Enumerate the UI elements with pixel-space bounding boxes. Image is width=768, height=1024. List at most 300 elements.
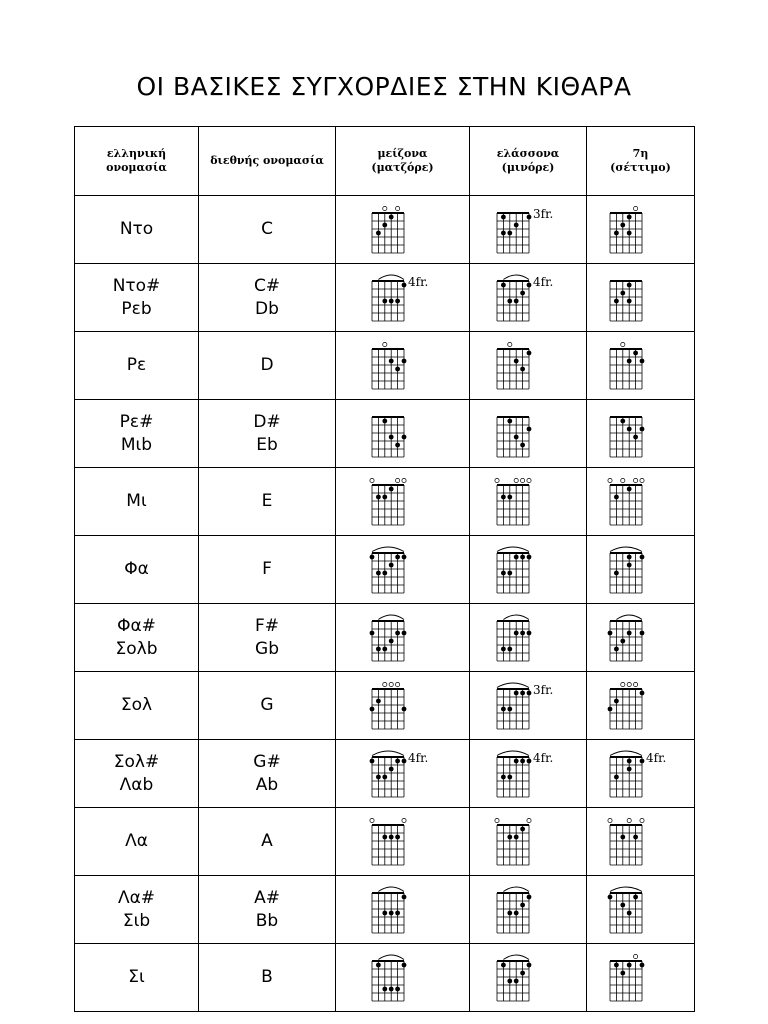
- finger-dot: [382, 910, 387, 915]
- chord-diagram: [368, 815, 438, 869]
- finger-dot: [639, 690, 644, 695]
- open-string-marker: [521, 478, 525, 482]
- finger-dot: [395, 630, 400, 635]
- table-row: [75, 332, 695, 400]
- finger-dot: [614, 298, 619, 303]
- finger-dot: [507, 418, 512, 423]
- header-intl-name: διεθνής ονομασία: [199, 127, 336, 196]
- finger-dot: [520, 442, 525, 447]
- finger-dot: [376, 962, 381, 967]
- greek-name: Ρεb: [121, 298, 152, 319]
- intl-name: Gb: [255, 638, 279, 659]
- finger-dot: [520, 970, 525, 975]
- finger-dot: [369, 758, 374, 763]
- finger-dot: [369, 554, 374, 559]
- finger-dot: [514, 298, 519, 303]
- finger-dot: [501, 706, 506, 711]
- finger-dot: [388, 910, 393, 915]
- open-string-marker: [395, 682, 399, 686]
- finger-dot: [514, 554, 519, 559]
- greek-name-cell: [75, 400, 199, 468]
- finger-dot: [388, 434, 393, 439]
- intl-name: Eb: [256, 434, 278, 455]
- fret-position-label: 3fr.: [533, 206, 554, 221]
- minor-chord-cell: [470, 740, 587, 808]
- finger-dot: [369, 630, 374, 635]
- open-string-marker: [633, 682, 637, 686]
- chord-diagram: [368, 951, 438, 1005]
- finger-dot: [501, 570, 506, 575]
- chord-diagram: [493, 475, 563, 529]
- minor-chord-cell: [470, 400, 587, 468]
- finger-dot: [507, 298, 512, 303]
- finger-dot: [376, 698, 381, 703]
- chord-diagram: [368, 883, 438, 937]
- finger-dot: [514, 630, 519, 635]
- finger-dot: [501, 282, 506, 287]
- chord-diagram: [368, 543, 438, 597]
- chord-diagram: [606, 203, 676, 257]
- seventh-chord-cell: [587, 740, 695, 808]
- barre-arc: [610, 547, 642, 552]
- minor-chord-cell: [470, 332, 587, 400]
- finger-dot: [527, 690, 532, 695]
- chord-diagram: [368, 339, 438, 393]
- seventh-chord-cell: [587, 196, 695, 264]
- barre-arc: [610, 751, 642, 756]
- open-string-marker: [620, 682, 624, 686]
- finger-dot: [382, 418, 387, 423]
- barre-arc: [372, 751, 404, 756]
- greek-name: Λα#: [117, 887, 156, 908]
- finger-dot: [382, 834, 387, 839]
- intl-name: Ab: [255, 774, 279, 795]
- intl-name: F#: [254, 615, 280, 636]
- finger-dot: [626, 630, 631, 635]
- intl-name: C#: [253, 275, 281, 296]
- open-string-marker: [389, 682, 393, 686]
- finger-dot: [614, 646, 619, 651]
- barre-arc: [503, 955, 529, 960]
- major-chord-cell: [336, 400, 470, 468]
- intl-name-cell: [199, 468, 336, 536]
- finger-dot: [395, 298, 400, 303]
- intl-name: Db: [255, 298, 279, 319]
- finger-dot: [501, 962, 506, 967]
- header-minor-line2: (μινόρε): [501, 161, 555, 174]
- minor-chord-cell: [470, 196, 587, 264]
- intl-name: A: [261, 831, 273, 851]
- minor-chord-cell: [470, 536, 587, 604]
- finger-dot: [507, 494, 512, 499]
- finger-dot: [514, 834, 519, 839]
- chord-diagram: [493, 271, 563, 325]
- finger-dot: [382, 646, 387, 651]
- fret-position-label: 4fr.: [533, 750, 554, 765]
- finger-dot: [620, 902, 625, 907]
- intl-name: F: [262, 559, 272, 579]
- fret-position-label: 4fr.: [407, 750, 428, 765]
- chord-diagram: [493, 815, 563, 869]
- finger-dot: [388, 358, 393, 363]
- barre-arc: [378, 275, 404, 280]
- finger-dot: [395, 986, 400, 991]
- finger-dot: [614, 494, 619, 499]
- minor-chord-cell: [470, 672, 587, 740]
- finger-dot: [382, 986, 387, 991]
- open-string-marker: [508, 342, 512, 346]
- greek-name: Σολ#: [113, 751, 160, 772]
- finger-dot: [395, 554, 400, 559]
- barre-arc: [497, 683, 529, 688]
- finger-dot: [614, 774, 619, 779]
- finger-dot: [388, 834, 393, 839]
- open-string-marker: [382, 342, 386, 346]
- table-row: [75, 808, 695, 876]
- finger-dot: [626, 962, 631, 967]
- intl-name: E: [261, 491, 273, 511]
- finger-dot: [520, 290, 525, 295]
- major-chord-cell: [336, 264, 470, 332]
- major-chord-cell: [336, 468, 470, 536]
- greek-name: Σολb: [115, 638, 158, 659]
- finger-dot: [507, 834, 512, 839]
- finger-dot: [607, 706, 612, 711]
- finger-dot: [376, 230, 381, 235]
- intl-name: B: [261, 967, 273, 987]
- minor-chord-cell: [470, 468, 587, 536]
- barre-arc: [497, 751, 529, 756]
- finger-dot: [614, 570, 619, 575]
- chord-diagram: [493, 407, 563, 461]
- fret-position-label: 4fr.: [533, 274, 554, 289]
- table-row: [75, 740, 695, 808]
- barre-arc: [503, 887, 529, 892]
- finger-dot: [376, 494, 381, 499]
- intl-name-cell: [199, 400, 336, 468]
- fret-position-label: 4fr.: [645, 750, 666, 765]
- finger-dot: [514, 222, 519, 227]
- finger-dot: [401, 630, 406, 635]
- finger-dot: [527, 282, 532, 287]
- finger-dot: [507, 570, 512, 575]
- seventh-chord-cell: [587, 604, 695, 672]
- intl-name-cell: [199, 604, 336, 672]
- fret-position-label: 4fr.: [407, 274, 428, 289]
- chord-diagram: [368, 747, 438, 801]
- greek-name-cell: [75, 468, 199, 536]
- major-chord-cell: [336, 196, 470, 264]
- barre-arc: [503, 615, 529, 620]
- chord-diagram: [606, 747, 676, 801]
- chord-diagram: [493, 543, 563, 597]
- major-chord-cell: [336, 808, 470, 876]
- barre-arc: [378, 615, 404, 620]
- greek-name: Μι: [126, 491, 147, 511]
- intl-name: D: [260, 355, 274, 375]
- chord-diagram: [606, 339, 676, 393]
- open-string-marker: [607, 478, 611, 482]
- finger-dot: [527, 962, 532, 967]
- finger-dot: [388, 986, 393, 991]
- seventh-chord-cell: [587, 536, 695, 604]
- finger-dot: [614, 230, 619, 235]
- finger-dot: [626, 426, 631, 431]
- greek-name: Μιb: [120, 434, 153, 455]
- chord-diagram: [493, 203, 563, 257]
- chord-diagram: [493, 747, 563, 801]
- finger-dot: [376, 774, 381, 779]
- open-string-marker: [395, 206, 399, 210]
- table-row: [75, 400, 695, 468]
- barre-arc: [378, 887, 404, 892]
- intl-name: Bb: [255, 910, 279, 931]
- open-string-marker: [633, 478, 637, 482]
- intl-name-cell: [199, 332, 336, 400]
- finger-dot: [520, 690, 525, 695]
- finger-dot: [607, 894, 612, 899]
- seventh-chord-cell: [587, 876, 695, 944]
- finger-dot: [527, 554, 532, 559]
- finger-dot: [626, 486, 631, 491]
- intl-name: A#: [254, 887, 280, 908]
- open-string-marker: [369, 478, 373, 482]
- finger-dot: [626, 766, 631, 771]
- chord-diagram: [606, 883, 676, 937]
- finger-dot: [388, 486, 393, 491]
- intl-name-cell: [199, 876, 336, 944]
- finger-dot: [633, 350, 638, 355]
- major-chord-cell: [336, 876, 470, 944]
- header-major: [336, 127, 470, 196]
- finger-dot: [388, 562, 393, 567]
- major-chord-cell: [336, 536, 470, 604]
- table-row: [75, 536, 695, 604]
- finger-dot: [633, 434, 638, 439]
- finger-dot: [639, 962, 644, 967]
- header-major-line2: (ματζόρε): [371, 161, 434, 174]
- finger-dot: [369, 706, 374, 711]
- finger-dot: [633, 834, 638, 839]
- greek-name-cell: [75, 944, 199, 1012]
- finger-dot: [514, 358, 519, 363]
- finger-dot: [527, 426, 532, 431]
- open-string-marker: [627, 682, 631, 686]
- greek-name-cell: [75, 332, 199, 400]
- chord-diagram: [493, 679, 563, 733]
- header-greek-name: ελληνική ονομασία: [75, 127, 199, 196]
- finger-dot: [620, 222, 625, 227]
- seventh-chord-cell: [587, 332, 695, 400]
- finger-dot: [507, 910, 512, 915]
- finger-dot: [614, 962, 619, 967]
- finger-dot: [514, 978, 519, 983]
- table-row: [75, 876, 695, 944]
- chord-diagram: [368, 611, 438, 665]
- finger-dot: [401, 894, 406, 899]
- open-string-marker: [395, 478, 399, 482]
- seventh-chord-cell: [587, 400, 695, 468]
- finger-dot: [507, 230, 512, 235]
- finger-dot: [520, 902, 525, 907]
- finger-dot: [382, 298, 387, 303]
- major-chord-cell: [336, 944, 470, 1012]
- finger-dot: [401, 434, 406, 439]
- finger-dot: [620, 638, 625, 643]
- minor-chord-cell: [470, 944, 587, 1012]
- finger-dot: [376, 646, 381, 651]
- greek-name-cell: [75, 740, 199, 808]
- open-string-marker: [607, 818, 611, 822]
- seventh-chord-cell: [587, 264, 695, 332]
- table-row: [75, 944, 695, 1012]
- greek-name: Σιb: [122, 910, 151, 931]
- chord-diagram: [606, 815, 676, 869]
- greek-name: Ντο#: [112, 275, 161, 296]
- finger-dot: [639, 426, 644, 431]
- open-string-marker: [620, 478, 624, 482]
- greek-name: Ρε#: [119, 411, 154, 432]
- finger-dot: [520, 630, 525, 635]
- finger-dot: [620, 290, 625, 295]
- table-row: [75, 672, 695, 740]
- finger-dot: [514, 690, 519, 695]
- greek-name-cell: [75, 876, 199, 944]
- greek-name: Σολ: [120, 695, 153, 715]
- finger-dot: [626, 230, 631, 235]
- barre-arc: [378, 955, 404, 960]
- chord-diagram: [606, 543, 676, 597]
- finger-dot: [514, 758, 519, 763]
- intl-name: G#: [253, 751, 281, 772]
- intl-name-cell: [199, 944, 336, 1012]
- intl-name: C: [261, 219, 273, 239]
- open-string-marker: [527, 818, 531, 822]
- finger-dot: [401, 706, 406, 711]
- finger-dot: [382, 494, 387, 499]
- greek-name-cell: [75, 536, 199, 604]
- chord-diagram: [368, 475, 438, 529]
- chord-diagram: [493, 611, 563, 665]
- chord-table: [74, 126, 695, 1012]
- open-string-marker: [620, 342, 624, 346]
- open-string-marker: [369, 818, 373, 822]
- chord-diagram: [493, 339, 563, 393]
- minor-chord-cell: [470, 808, 587, 876]
- finger-dot: [639, 758, 644, 763]
- major-chord-cell: [336, 672, 470, 740]
- finger-dot: [388, 298, 393, 303]
- intl-name-cell: [199, 536, 336, 604]
- greek-name: Λαb: [119, 774, 154, 795]
- chord-diagram: [493, 883, 563, 937]
- major-chord-cell: [336, 740, 470, 808]
- chord-diagram: [606, 407, 676, 461]
- greek-name: Ντο: [119, 219, 154, 239]
- finger-dot: [388, 766, 393, 771]
- chord-diagram: [368, 271, 438, 325]
- major-chord-cell: [336, 332, 470, 400]
- finger-dot: [395, 834, 400, 839]
- finger-dot: [527, 350, 532, 355]
- header-seventh-line2: (σέττιμο): [610, 161, 671, 174]
- header-minor-line1: ελάσσονα: [496, 147, 560, 160]
- finger-dot: [507, 774, 512, 779]
- greek-name: Φα#: [117, 615, 156, 636]
- finger-dot: [520, 366, 525, 371]
- finger-dot: [382, 774, 387, 779]
- barre-arc: [616, 615, 642, 620]
- chord-diagram: [368, 407, 438, 461]
- finger-dot: [626, 214, 631, 219]
- finger-dot: [376, 570, 381, 575]
- finger-dot: [626, 298, 631, 303]
- finger-dot: [401, 758, 406, 763]
- finger-dot: [382, 570, 387, 575]
- greek-name: Λα: [125, 831, 148, 851]
- finger-dot: [514, 910, 519, 915]
- seventh-chord-cell: [587, 808, 695, 876]
- chord-diagram: [606, 475, 676, 529]
- intl-name-cell: [199, 808, 336, 876]
- greek-name-cell: [75, 196, 199, 264]
- minor-chord-cell: [470, 876, 587, 944]
- finger-dot: [527, 630, 532, 635]
- open-string-marker: [633, 206, 637, 210]
- intl-name-cell: [199, 196, 336, 264]
- page-title: ΟΙ ΒΑΣΙΚΕΣ ΣΥΓΧΟΡΔΙΕΣ ΣΤΗΝ ΚΙΘΑΡΑ: [136, 72, 632, 101]
- finger-dot: [614, 698, 619, 703]
- seventh-chord-cell: [587, 468, 695, 536]
- finger-dot: [633, 894, 638, 899]
- finger-dot: [395, 442, 400, 447]
- minor-chord-cell: [470, 264, 587, 332]
- table-row: [75, 468, 695, 536]
- greek-name-cell: [75, 808, 199, 876]
- finger-dot: [520, 758, 525, 763]
- fret-position-label: 3fr.: [533, 682, 554, 697]
- finger-dot: [507, 646, 512, 651]
- greek-name: Ρε: [126, 355, 147, 375]
- finger-dot: [626, 358, 631, 363]
- greek-name: Σι: [128, 967, 145, 987]
- finger-dot: [501, 646, 506, 651]
- finger-dot: [626, 282, 631, 287]
- chord-diagram: [606, 679, 676, 733]
- seventh-chord-cell: [587, 944, 695, 1012]
- table-row: [75, 264, 695, 332]
- chord-diagram: [368, 203, 438, 257]
- greek-name-cell: [75, 604, 199, 672]
- finger-dot: [388, 638, 393, 643]
- finger-dot: [626, 910, 631, 915]
- finger-dot: [401, 962, 406, 967]
- intl-name: D#: [253, 411, 281, 432]
- header-row: [75, 127, 695, 196]
- finger-dot: [395, 758, 400, 763]
- finger-dot: [501, 230, 506, 235]
- finger-dot: [620, 418, 625, 423]
- finger-dot: [382, 222, 387, 227]
- finger-dot: [607, 630, 612, 635]
- open-string-marker: [382, 206, 386, 210]
- finger-dot: [639, 630, 644, 635]
- intl-name: G: [260, 695, 274, 715]
- open-string-marker: [639, 818, 643, 822]
- finger-dot: [626, 554, 631, 559]
- finger-dot: [507, 978, 512, 983]
- barre-arc: [503, 275, 529, 280]
